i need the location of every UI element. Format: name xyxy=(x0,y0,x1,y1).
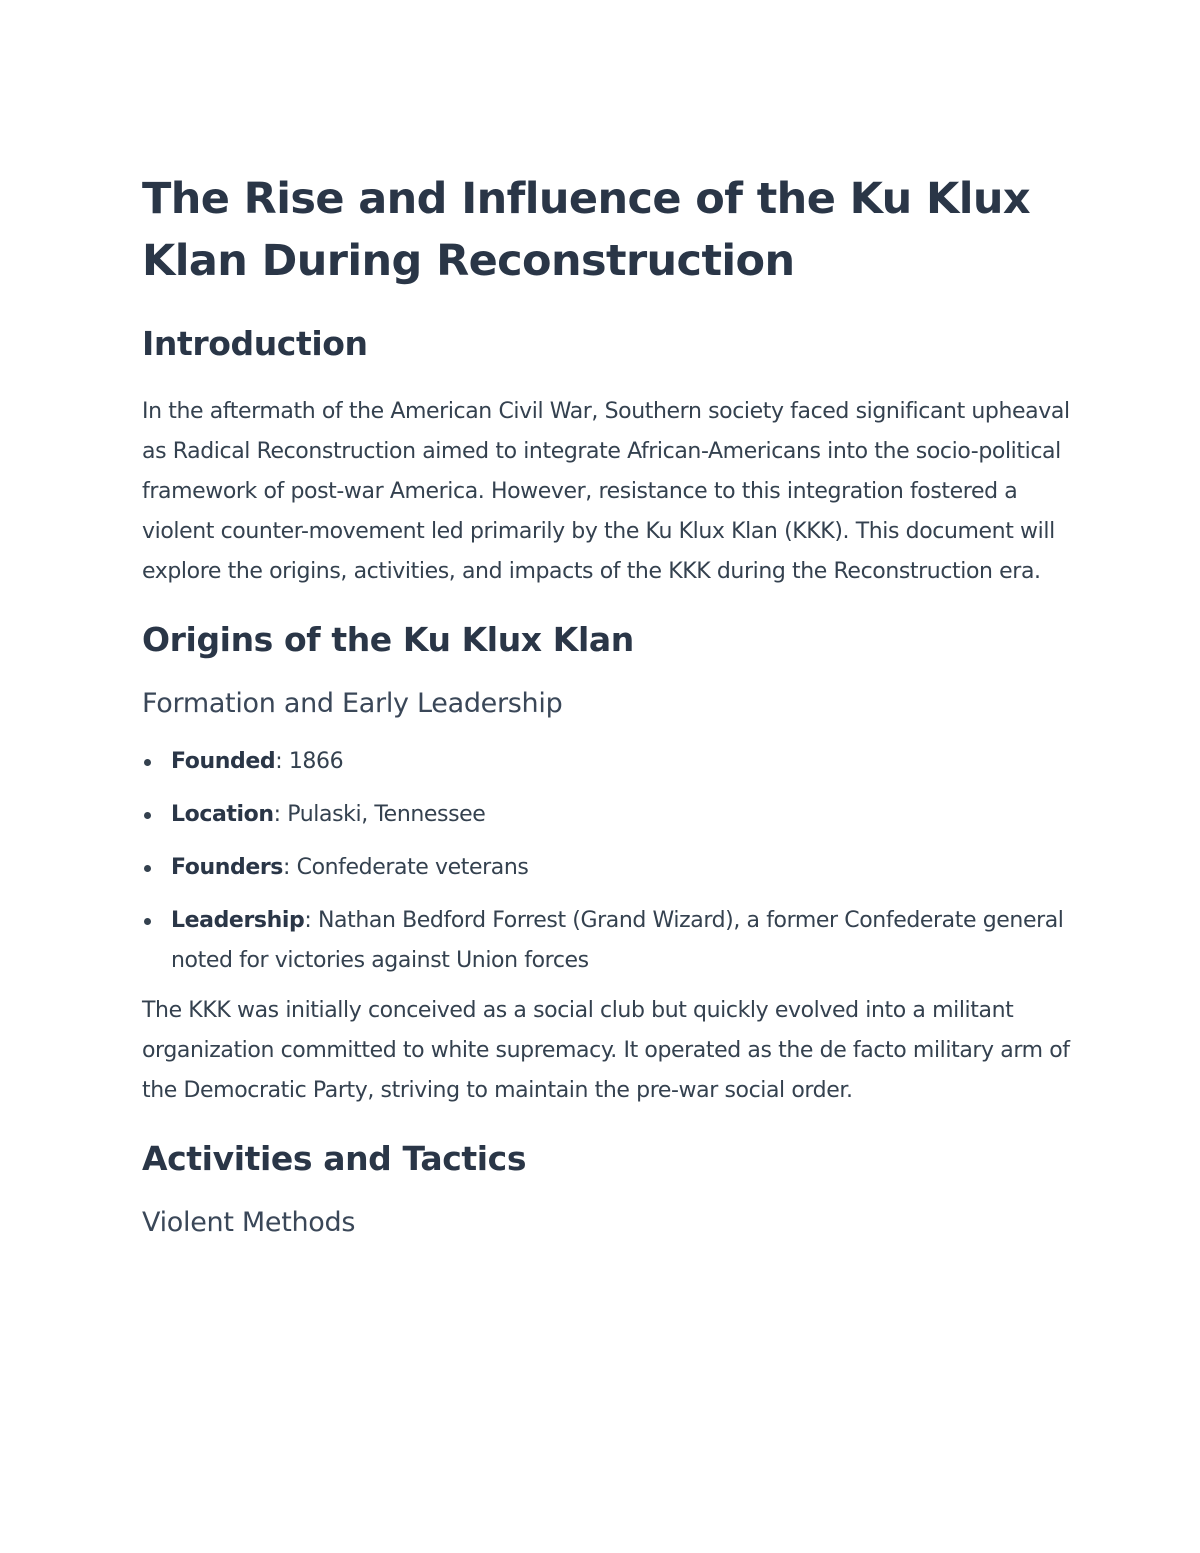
activities-heading: Activities and Tactics xyxy=(142,1139,527,1178)
fact-label: Leadership xyxy=(171,908,305,933)
bullet-icon xyxy=(144,759,151,766)
fact-founded xyxy=(142,742,1072,782)
fact-separator: : xyxy=(275,749,289,774)
formation-subheading: Formation and Early Leadership xyxy=(142,688,563,719)
fact-leadership xyxy=(142,901,1072,981)
fact-value: Nathan Bedford Forrest (Grand Wizard), a former Confederate general noted for victories against Union forces xyxy=(171,908,1064,973)
kkk-evolution-paragraph: The KKK was initially conceived as a social club but quickly evolved into a militant organization committed to white supremacy. It operated as the de facto military arm of the Democratic Party, striving to maintain the pre-war social order. xyxy=(142,998,1070,1103)
fact-founders xyxy=(142,848,1072,888)
fact-separator: : xyxy=(273,802,288,827)
violent-methods-subheading: Violent Methods xyxy=(142,1207,356,1238)
fact-separator: : xyxy=(283,855,297,880)
introduction-heading: Introduction xyxy=(142,324,368,363)
document-title: The Rise and Influence of the Ku Klux Klan During Reconstruction xyxy=(142,174,1030,286)
fact-location xyxy=(142,795,1072,835)
origins-fact-list xyxy=(142,742,1072,981)
bullet-icon xyxy=(144,812,151,819)
bullet-icon xyxy=(144,918,151,925)
fact-value: Pulaski, Tennessee xyxy=(287,802,486,827)
fact-label: Founders xyxy=(171,855,283,880)
fact-separator: : xyxy=(304,908,318,933)
bullet-icon xyxy=(144,865,151,872)
origins-heading: Origins of the Ku Klux Klan xyxy=(142,620,634,659)
fact-value: Confederate veterans xyxy=(296,855,529,880)
fact-label: Location xyxy=(171,802,274,827)
fact-value: 1866 xyxy=(288,749,344,774)
introduction-paragraph: In the aftermath of the American Civil War, Southern society faced significant upheaval as Radical Reconstruction aimed to integrate African-Americans into the socio-political framework of post-war America. However, resistance to this integration fostered a violent counter-movement led primarily by the Ku Klux Klan (KKK). This document will explore the origins, activities, and impacts of the KKK during the Reconstruction era. xyxy=(142,399,1070,584)
fact-label: Founded xyxy=(171,749,276,774)
document-page xyxy=(142,168,1072,1241)
